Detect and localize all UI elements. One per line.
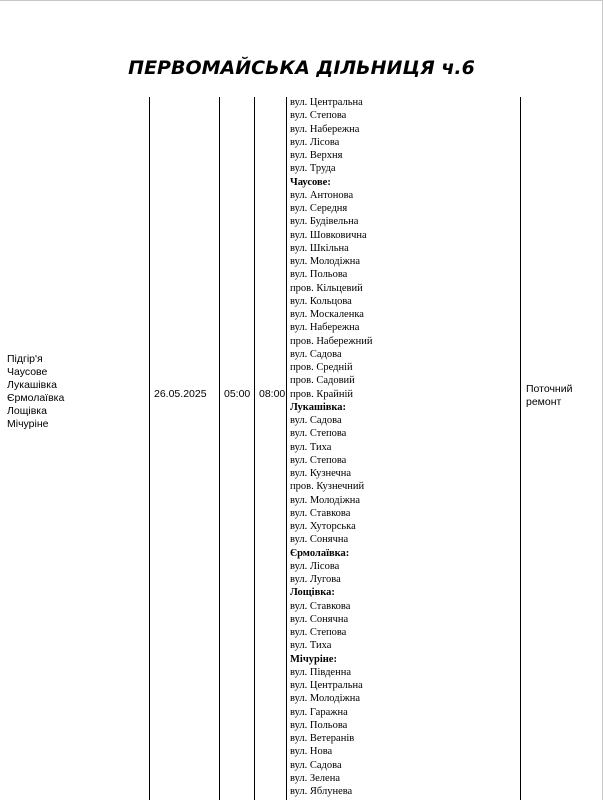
streets-list [290,96,372,798]
note-line: ремонт [526,396,562,408]
time-end-cell: 08:00 [259,388,286,400]
village-name: Лощівка [7,405,47,417]
street-item: пров. Кузнечний [290,481,365,493]
street-item: вул. Верхня [290,150,343,161]
street-item: вул. Сонячна [290,613,349,625]
street-item: пров. Средній [290,362,353,373]
street-item: вул. Гаражна [290,706,348,718]
street-item: вул. Зелена [290,772,340,784]
street-item: вул. Ставкова [290,600,351,612]
street-item: вул. Лісова [290,136,340,148]
street-item: вул. Південна [290,666,351,678]
street-item: вул. Тиха [290,640,332,652]
street-item: вул. Лісова [290,560,340,572]
village-name: Єрмолаївка [7,392,65,404]
street-item: вул. Садова [290,348,342,360]
street-item: вул. Хуторська [290,521,356,532]
street-item: пров. Набережний [290,335,373,347]
street-item: пров. Крайній [290,388,354,400]
time-start-cell: 05:00 [224,388,251,400]
village-header: Лукашівка: [290,401,347,413]
street-item: вул. Польова [290,719,348,731]
village-name: Підгір'я [7,353,43,365]
column-divider [286,97,287,800]
column-divider [254,97,255,800]
street-item: вул. Набережна [290,322,360,334]
street-item: вул. Степова [290,428,347,440]
date-cell: 26.05.2025 [154,388,207,400]
street-item: вул. Нова [290,746,333,758]
street-item: вул. Польова [290,269,348,281]
street-item: вул. Садова [290,415,342,426]
page-title: ПЕРВОМАЙСЬКА ДІЛЬНИЦЯ ч.6 [128,57,475,79]
street-item: вул. Антонова [290,189,354,201]
street-item: вул. Лугова [290,574,341,585]
street-item: вул. Ветеранів [290,733,355,744]
street-item: вул. Степова [290,627,347,638]
street-item: вул. Сонячна [290,534,349,546]
column-divider [520,97,521,800]
street-item: вул. Молодіжна [290,693,361,705]
street-item: вул. Набережна [290,123,360,135]
street-item: вул. Молодіжна [290,256,361,267]
street-item: вул. Москаленка [290,309,364,320]
column-divider [219,97,220,800]
note-cell [526,383,572,409]
street-item: пров. Садовий [290,375,355,387]
street-item: вул. Шовковична [290,229,367,241]
column-divider [149,97,150,800]
note-line: Поточний [526,383,573,395]
village-name: Мічуріне [7,418,49,430]
street-item: вул. Кузнечна [290,468,352,479]
street-item: вул. Будівельна [290,216,359,228]
village-header: Мічуріне: [290,653,337,665]
street-item: вул. Тиха [290,441,332,453]
street-item: вул. Центральна [290,97,363,108]
street-item: вул. Ставкова [290,507,351,519]
street-item: вул. Степова [290,454,347,466]
street-item: вул. Середня [290,203,348,214]
villages-cell [7,353,64,431]
village-header: Чаусове: [290,176,331,188]
street-item: вул. Труда [290,163,336,175]
street-item: вул. Садова [290,759,342,771]
village-name: Чаусове [7,366,48,378]
street-item: вул. Яблунева [290,786,353,797]
street-item: вул. Кольцова [290,295,352,307]
street-item: вул. Молодіжна [290,494,361,506]
street-item: вул. Шкільна [290,242,349,254]
village-name: Лукашівка [7,379,57,391]
street-item: пров. Кільцевий [290,282,363,294]
village-header: Єрмолаївка: [290,547,350,559]
street-item: вул. Центральна [290,680,363,691]
street-item: вул. Степова [290,110,347,122]
village-header: Лощівка: [290,587,335,599]
